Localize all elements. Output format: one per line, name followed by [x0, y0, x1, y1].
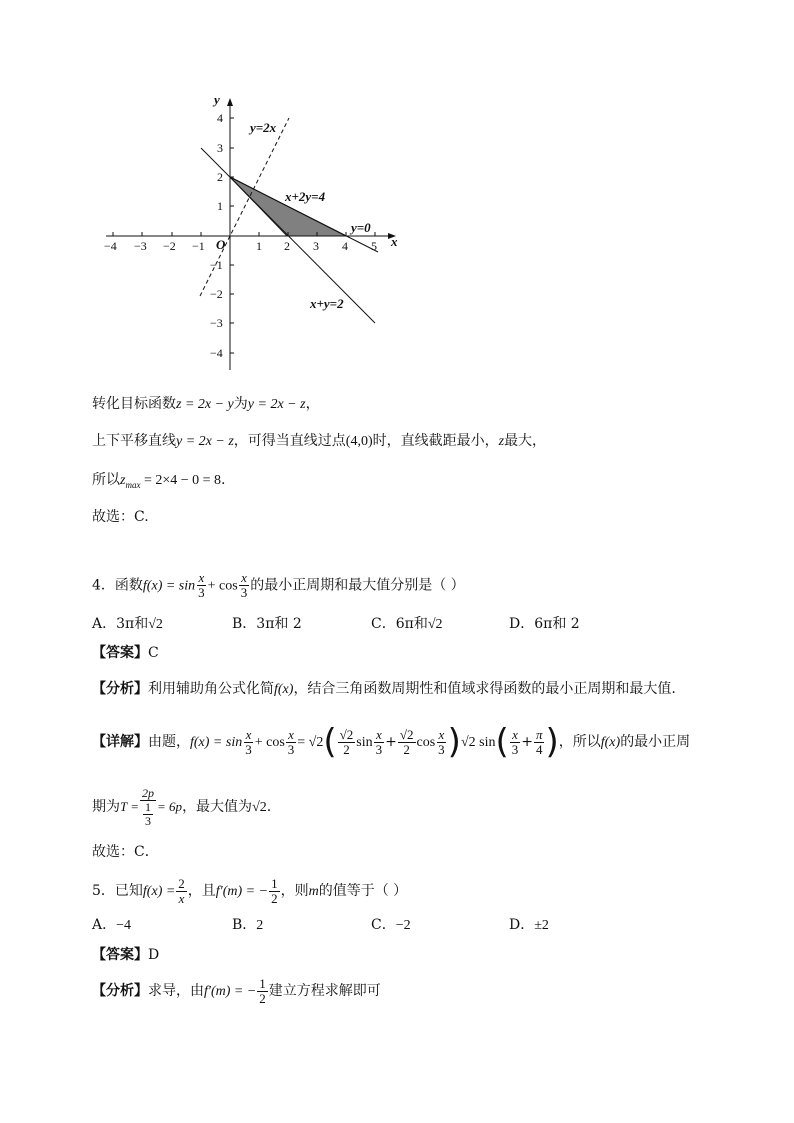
y-tick-label: −1 [210, 258, 223, 272]
y-axis-label: y [214, 92, 220, 107]
x-tick-label: 3 [313, 239, 319, 253]
x-axis-label: x [391, 234, 398, 249]
fraction: $\frac{1}{2}$ [271, 875, 278, 906]
left-paren: ( [495, 722, 509, 762]
fraction: 2p 1 3 [142, 786, 155, 828]
text: ，结合三角函数周期性和值域求得函数的最小正周期和最大值. [293, 681, 676, 697]
answer-tag: 【答案】 [92, 947, 148, 963]
text: . [221, 472, 226, 488]
formula: + cos [254, 735, 285, 750]
x-tick-label: 5 [371, 239, 377, 253]
q4-option-a[interactable]: A．3π和√2 [92, 616, 163, 632]
label-x-plus-y-equals-2: x+y=2 [310, 296, 344, 311]
q4-option-b[interactable]: B．3π和 2 [232, 616, 302, 632]
fraction: $\frac{\pi}{4}$ [535, 726, 543, 757]
text: 时，直线截距最小， [372, 433, 499, 449]
y-axis-arrow-icon [227, 98, 233, 106]
var-z: z [498, 434, 505, 449]
y-tick-label: 4 [217, 111, 223, 125]
formula: f(x) = [142, 884, 176, 899]
y-tick-label: −4 [210, 346, 223, 360]
q5-stem [92, 876, 407, 907]
formula: = 6p [157, 799, 183, 814]
q4-option-c[interactable]: C．6π和√2 [371, 616, 443, 632]
q5-option-c[interactable]: C．−2 [371, 917, 411, 933]
left-paren: ( [323, 722, 337, 762]
q5-analysis [92, 976, 381, 1007]
fraction: $\frac{x}{3}$ [198, 570, 205, 600]
q5-option-d[interactable]: D．±2 [509, 917, 549, 933]
text: 最大， [504, 433, 547, 449]
text: ，则 [280, 883, 309, 899]
x-tick-label: −4 [104, 239, 117, 253]
text: 4．函数 [92, 577, 143, 594]
x-tick-label: 1 [256, 239, 262, 253]
fraction: $\frac{1}{2}$ [259, 975, 266, 1006]
x-tick-label: 4 [342, 239, 348, 253]
point: (4,0) [345, 434, 373, 449]
q4-analysis [92, 679, 676, 700]
fraction: $\frac{x}{3}$ [375, 726, 383, 757]
text: 5．已知 [92, 883, 143, 899]
text: 为 [233, 396, 248, 412]
right-paren: ) [447, 722, 461, 762]
y-tick-label: 1 [217, 199, 223, 213]
detail-tag: 【详解】 [92, 734, 148, 750]
fraction: $\frac{√2}{2}$ [399, 726, 414, 757]
y-tick-label: 3 [217, 141, 223, 155]
text: . [266, 799, 272, 815]
fraction: $\frac{x}{3}$ [287, 726, 295, 757]
label-y-equals-0: y=0 [351, 220, 371, 235]
formula: f(x) = sin [190, 735, 243, 750]
formula: f(x) [274, 682, 294, 697]
x-tick-label: −3 [134, 239, 147, 253]
text: 的最小正周 [620, 734, 691, 750]
y-tick-label: 2 [217, 170, 223, 184]
x-tick-label: −2 [163, 239, 176, 253]
q5-option-b[interactable]: B．2 [232, 917, 264, 933]
formula: √2 sin [460, 735, 496, 750]
formula: z = 2x − y [176, 397, 234, 412]
subscript: max [125, 479, 141, 490]
text: 建立方程求解即可 [268, 983, 381, 999]
sol3-line3 [92, 470, 226, 495]
formula: f(x) [600, 735, 621, 750]
formula: = 2×4 − 0 = 8 [140, 473, 222, 488]
text: ，可得当直线过点 [233, 433, 346, 449]
answer-value: D [148, 947, 160, 963]
formula: + cos [207, 578, 238, 594]
text: 的值等于（ ） [318, 883, 408, 899]
q4-final: 故选：C． [92, 844, 159, 860]
linear-programming-graph [100, 88, 410, 378]
q4-answer [92, 643, 159, 663]
formula: y = 2x − z [176, 434, 234, 449]
answer-value: C [148, 645, 159, 661]
label-y-equals-2x: y=2x [250, 120, 277, 135]
text: ， [305, 396, 320, 412]
formula: sin [356, 735, 373, 750]
right-paren: ) [545, 722, 559, 762]
q4-stem [92, 571, 465, 600]
text: 利用辅助角公式化简 [148, 681, 274, 697]
analysis-tag: 【分析】 [92, 983, 148, 999]
sol3-answer: 故选：C. [92, 509, 149, 525]
text: 由题， [148, 734, 190, 750]
formula: y = 2x − z [247, 397, 306, 412]
formula: √2 [252, 800, 267, 815]
y-tick-label: −3 [210, 316, 223, 330]
sol3-line2 [92, 431, 546, 452]
origin-label: O [216, 237, 226, 252]
text: ，且 [187, 883, 216, 899]
answer-tag: 【答案】 [92, 645, 148, 661]
analysis-tag: 【分析】 [92, 681, 148, 697]
formula: = √2 [297, 735, 324, 750]
formula: f′(m) = − [204, 984, 257, 999]
text: ，最大值为 [182, 799, 253, 815]
formula: f′(m) = − [215, 884, 269, 899]
text: 转化目标函数 [92, 396, 176, 412]
formula: cos [416, 735, 436, 750]
formula: f(x) = sin [142, 578, 196, 594]
fraction: $\frac{x}{3}$ [245, 726, 252, 757]
y-tick-label: −2 [210, 287, 223, 301]
q5-answer [92, 945, 159, 965]
text: 求导，由 [148, 983, 204, 999]
q4-period [92, 786, 271, 828]
fraction: $\frac{x}{3}$ [438, 726, 445, 757]
text: 的最小正周期和最大值分别是（ ） [250, 577, 465, 594]
text: ，所以 [558, 734, 601, 750]
var-z: z [120, 473, 126, 488]
fraction: $\frac{2}{x}$ [178, 875, 185, 906]
formula: T = [120, 799, 140, 814]
text: 期为 [92, 799, 120, 815]
label-x-plus-2y-equals-4: x+2y=4 [285, 189, 326, 204]
q4-detail: 【详解】由题，f(x) = sin $\frac{x}{3}$ + cos $\frac{x}{3}$ = √2( $\frac{√2}{2}$ sin $\frac{x}{3}$ + $\frac{√2}{2}$ cos $\frac{x}{3}$ )√2 sin( $\frac{x}{3}$ + $\frac{\pi}{4}$ )，所以f(x)的最小正周 [92, 722, 691, 762]
q5-option-a[interactable]: A．−4 [92, 917, 132, 933]
x-tick-label: −1 [192, 239, 205, 253]
text: 所以 [92, 472, 120, 488]
q4-option-d[interactable]: D．6π和 2 [509, 616, 580, 632]
sol3-line1 [92, 394, 320, 415]
x-tick-label: 2 [284, 239, 290, 253]
fraction: $\frac{x}{3}$ [511, 726, 519, 757]
text: 上下平移直线 [92, 433, 176, 449]
fraction: $\frac{√2}{2}$ [339, 726, 354, 757]
fraction: $\frac{x}{3}$ [240, 570, 248, 600]
var-m: m [308, 884, 319, 899]
